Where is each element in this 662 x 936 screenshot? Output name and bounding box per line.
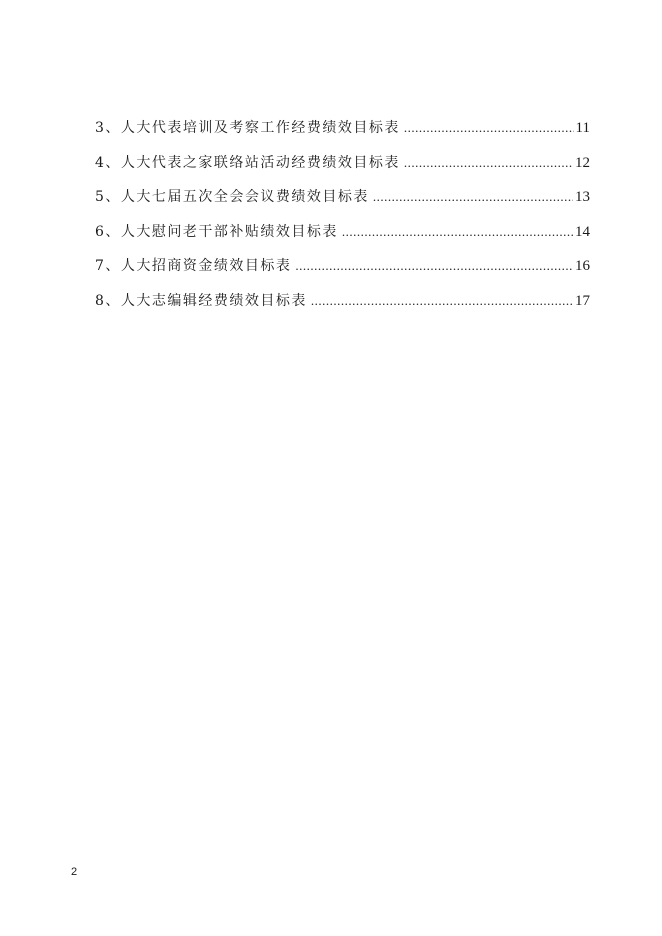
toc-entry-title: 6、人大慰问老干部补贴绩效目标表 xyxy=(95,223,338,240)
toc-entry-page: 11 xyxy=(575,120,590,136)
toc-entry-page: 12 xyxy=(575,154,590,171)
toc-dot-leader xyxy=(373,189,573,205)
toc-entry[interactable] xyxy=(95,290,590,325)
toc-entry-page: 17 xyxy=(575,292,590,309)
toc-entry[interactable] xyxy=(95,221,590,256)
toc-dot-leader xyxy=(404,120,574,136)
toc-dot-leader xyxy=(311,293,573,309)
toc-entry[interactable] xyxy=(95,186,590,221)
toc-entry[interactable] xyxy=(95,255,590,290)
toc-entry-title: 8、人大志编辑经费绩效目标表 xyxy=(95,292,307,309)
toc-entry[interactable] xyxy=(95,117,590,152)
toc-dot-leader xyxy=(295,258,573,274)
toc-entry-page: 14 xyxy=(575,223,590,240)
toc-dot-leader xyxy=(342,224,573,240)
toc-entry-title: 7、人大招商资金绩效目标表 xyxy=(95,258,292,274)
toc-entry-page: 13 xyxy=(575,189,590,205)
toc-entry-page: 16 xyxy=(575,258,590,274)
toc-entry-title: 3、人大代表培训及考察工作经费绩效目标表 xyxy=(95,120,400,136)
toc-dot-leader xyxy=(404,155,573,171)
toc-entry-title: 4、人大代表之家联络站活动经费绩效目标表 xyxy=(95,154,400,171)
toc-entry-title: 5、人大七届五次全会会议费绩效目标表 xyxy=(95,189,369,205)
toc-entry[interactable] xyxy=(95,152,590,187)
table-of-contents xyxy=(95,117,590,324)
page-number: 2 xyxy=(71,866,78,878)
